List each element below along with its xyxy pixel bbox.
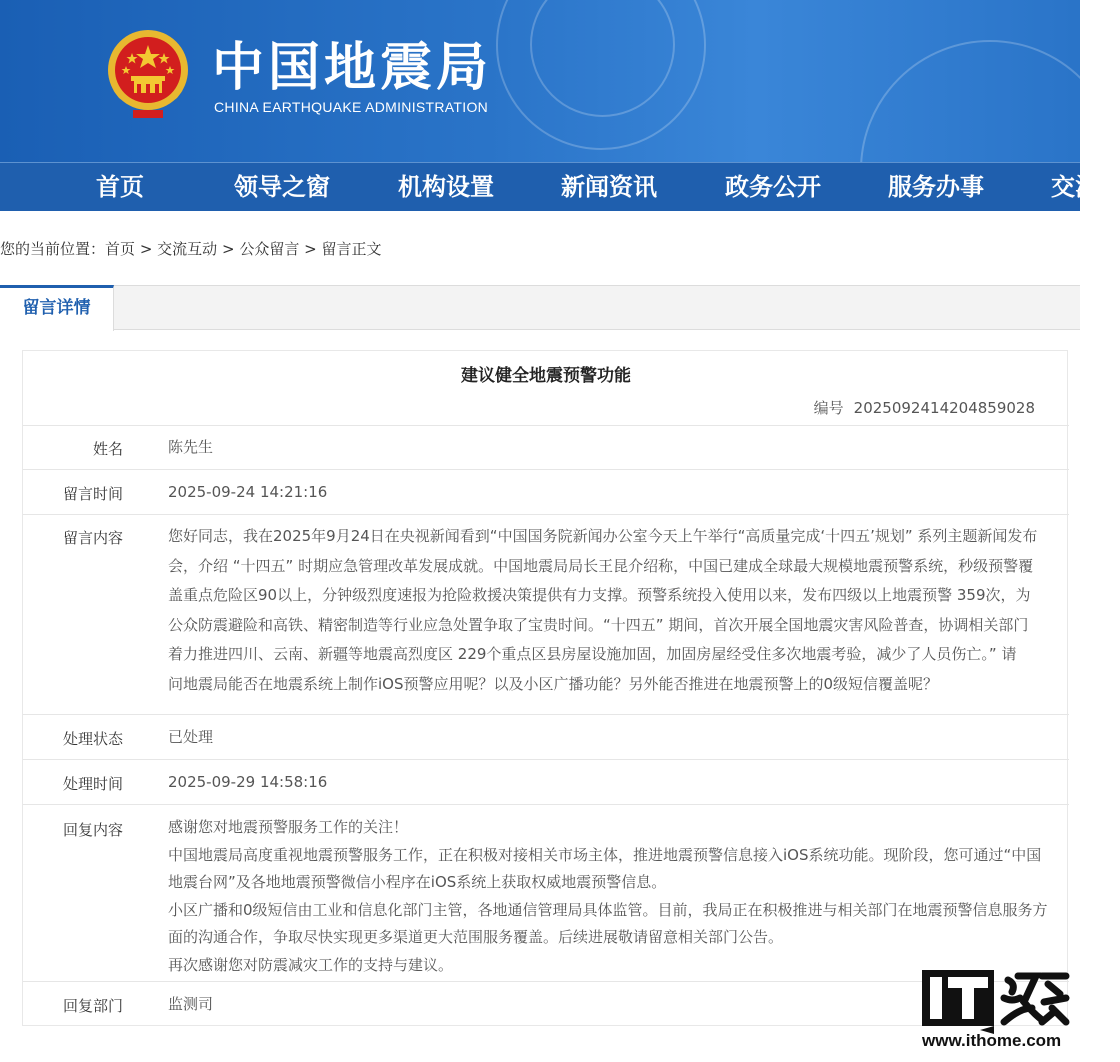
row-value (168, 433, 1058, 463)
row-value (168, 723, 1058, 753)
value-line: 地震台网”及各地地震预警微信小程序在iOS系统上获取权威地震预警信息。 (168, 873, 667, 891)
value-line: 着力推进四川、云南、新疆等地震高烈度区 229个重点区县房屋设施加固，加固房屋经受住多次地震考验，减少了人员伤亡。” 请 (168, 645, 1017, 663)
row-label: 姓名 (92, 440, 123, 458)
tab-bar (0, 285, 1080, 330)
main-nav (0, 162, 1099, 211)
row-label: 留言内容 (62, 529, 123, 547)
breadcrumb-current: 留言正文 (321, 240, 382, 258)
breadcrumb-separator: > (221, 240, 235, 258)
nav-item-government-affairs[interactable]: 政务公开 (725, 173, 821, 201)
nav-item-interaction[interactable]: 交流 (1051, 173, 1099, 201)
site-title[interactable]: 中国地震局 (212, 38, 493, 98)
value-line: 问地震局能否在地震系统上制作iOS预警应用呢？以及小区广播功能？另外能否推进在地震预警上的0级短信覆盖呢？ (168, 674, 939, 693)
nav-item-services[interactable]: 服务办事 (888, 173, 984, 201)
value-line: 小区广播和0级短信由工业和信息化部门主管，各地通信管理局具体监管。目前，我局正在积极推进与相关部门在地震预警信息服务方 (168, 900, 1048, 919)
breadcrumb-separator: > (304, 240, 317, 258)
value-line: 感谢您对地震预警服务工作的关注！ (168, 818, 409, 836)
row-label: 处理状态 (62, 730, 123, 748)
value-line: 陈先生 (168, 438, 214, 456)
row-reply-department (23, 981, 1069, 1027)
site-header (0, 0, 1080, 162)
row-name (23, 425, 1069, 469)
breadcrumb-separator: > (139, 240, 153, 258)
row-processing-time (23, 759, 1069, 804)
national-emblem-icon[interactable] (103, 28, 193, 124)
breadcrumb (0, 238, 382, 259)
row-processing-status (23, 714, 1069, 759)
value-line: 再次感谢您对防震减灾工作的支持与建议。 (168, 955, 454, 974)
watermark-url: www.ithome.com (922, 1031, 1062, 1050)
breadcrumb-link-home[interactable]: 首页 (105, 240, 136, 258)
breadcrumb-prefix: 您的当前位置： (0, 240, 106, 258)
breadcrumb-link-public-messages[interactable]: 公众留言 (239, 240, 300, 258)
nav-item-leaders[interactable]: 领导之窗 (234, 173, 330, 201)
value-line: 盖重点危险区90以上，分钟级烈度速报为抢险救援决策提供有力支撑。预警系统投入使用以来，发布四级以上地震预警 359次，为 (168, 586, 1031, 604)
message-title: 建议健全地震预警功能 (461, 366, 631, 386)
row-label: 回复部门 (62, 997, 123, 1015)
message-number-value: 2025092414204859028 (853, 399, 1035, 417)
value-line: 已处理 (168, 728, 214, 746)
value-line: 中国地震局高度重视地震预警服务工作，正在积极对接相关市场主体，推进地震预警信息接入iOS系统功能。现阶段，您可通过“中国 (168, 845, 1042, 864)
message-detail-panel (22, 350, 1068, 1026)
row-value (168, 478, 1058, 508)
value-line: 面的沟通合作，争取尽快实现更多渠道更大范围服务覆盖。后续进展敬请留意相关部门公告。 (168, 928, 784, 946)
message-number (814, 397, 1035, 418)
row-reply-content (23, 804, 1069, 981)
tab-message-details[interactable]: 留言详情 (0, 285, 114, 331)
row-value (168, 522, 1058, 699)
value-line: 2025-09-24 14:21:16 (168, 483, 328, 501)
row-message-time (23, 469, 1069, 514)
row-value (168, 768, 1058, 798)
value-line: 监测司 (168, 995, 214, 1013)
value-line: 2025-09-29 14:58:16 (168, 773, 328, 791)
row-label: 回复内容 (62, 821, 123, 839)
value-line: 会，介绍 “十四五” 时期应急管理改革发展成就。中国地震局局长王昆介绍称，中国已建成全球最大规模地震预警系统，秒级预警覆 (168, 556, 1034, 575)
nav-item-organization[interactable]: 机构设置 (398, 173, 494, 201)
row-label: 处理时间 (62, 775, 123, 793)
breadcrumb-link-interaction[interactable]: 交流互动 (157, 240, 218, 258)
value-line: 公众防震避险和高铁、精密制造等行业应急处置争取了宝贵时间。“十四五” 期间，首次开展全国地震灾害风险普查，协调相关部门 (168, 615, 1029, 634)
site-subtitle: CHINA EARTHQUAKE ADMINISTRATION (214, 99, 489, 115)
row-message-content (23, 514, 1069, 714)
message-number-label: 编号 (813, 399, 844, 417)
row-label: 留言时间 (62, 485, 123, 503)
row-value (168, 814, 1058, 979)
nav-item-home[interactable]: 首页 (96, 173, 144, 201)
value-line: 您好同志，我在2025年9月24日在央视新闻看到“中国国务院新闻办公室今天上午举行“高质量完成‘十四五’规划” 系列主题新闻发布 (168, 527, 1038, 545)
nav-item-news[interactable]: 新闻资讯 (561, 173, 657, 201)
